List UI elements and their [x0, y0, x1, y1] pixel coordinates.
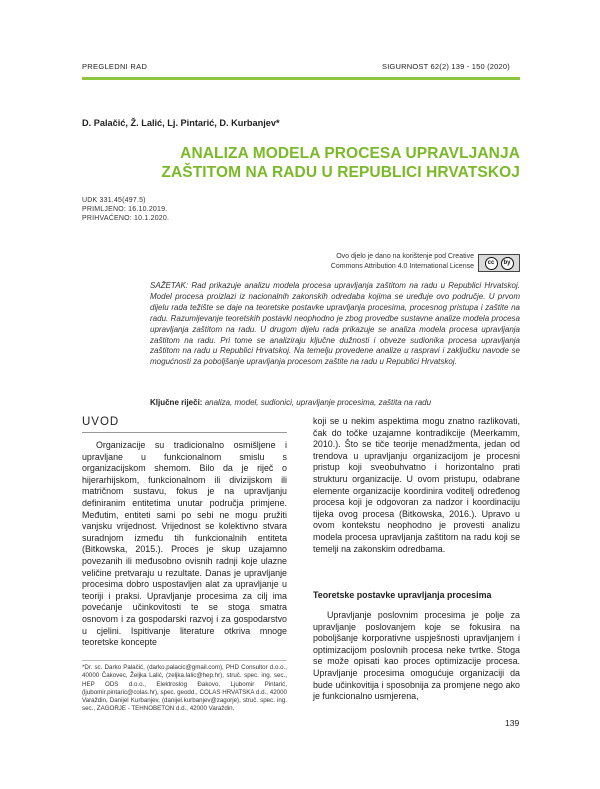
license-line-2: Commons Attribution 4.0 International License	[330, 262, 474, 270]
section-heading-uvod: UVOD	[82, 416, 120, 428]
abstract: SAŽETAK: Rad prikazuje analizu modela procesa upravljanja zaštitom na radu u Republici Hrvatskoj. Model procesa proizlazi iz nacionalnih zakonskih odredaba kojima se uređuje ovo područje. U prvom dijelu rada težište se daje na teoretske postavke upravljanja procesima, procesnog pristupa i zaštite na radu. Razumijevanje teoretskih postavki neophodno je zbog provedbe sustavne analize modela procesa upravljanja zaštitom na radu. U drugom dijelu rada prikazuje se analiza modela procesa upravljanja zaštitom na radu. Pri tome se analiziraju ključne dužnosti i obveze sudionika procesa upravljanja zaštitom na radu u Republici Hrvatskoj. Na temelju provedene analize u raspravi i zaključku navode se mogućnosti za poboljšanje upravljanja procesom zaštite na radu u Republici Hrvatskoj.	[150, 281, 520, 367]
license-line-1: Ovo djelo je dano na korištenje pod Creative	[336, 253, 474, 260]
keywords-label: Ključne riječi:	[150, 398, 203, 407]
accepted-date: PRIHVAĆENO: 10.1.2020.	[82, 215, 170, 222]
keywords-text: analiza, model, sudionici, upravljanje procesima, zaštita na radu	[204, 398, 432, 407]
subheading: Teoretske postavke upravljanja procesima	[313, 590, 492, 600]
intro-text	[82, 440, 287, 649]
heading-rule	[82, 432, 287, 433]
intro-paragraph: Organizacije su tradicionalno osmišljene i upravljane u funkcionalnom smislu s organizacijskom shemom. Bilo da je riječ o hijerarhijskom, funkcionalnom ili divizijskom ili matričnom sustavu, fokus je na upravljanju definiranim entitetima unutar područja primjene. Međutim, entiteti sami po sebi ne mogu pružiti vanjsku vrijednost. Vrijednost se kolektivno stvara suradnjom između tih funkcionalnih entiteta (Bitkowska, 2015.). Proces je skup uzajamno povezanih ili međusobno ovisnih radnji koje ulazne veličine pretvaraju u rezultate. Danas je upravljanje procesima dobro uspostavljen alat za upravljanje u teoriji i praksi. Upravljanje procesima za cilj ima povećanje učinkovitosti te se stoga smatra osnovom i za gospodarski razvoj i za gospodarstvo u cjelini. Ispitivanje literature otkriva mnoge teoretske koncepte	[82, 440, 287, 648]
person-icon: by	[501, 257, 514, 270]
page-title	[80, 144, 520, 182]
cc-icon: cc	[485, 257, 498, 270]
keywords	[150, 398, 520, 409]
right-paragraph-2: Upravljanje poslovnim procesima je polje za upravljanje poslovanjem koje se fokusira na poboljšanje korporativne uspješnosti upravljanjem i optimizacijom poslovnih procesa neke tvrtke. Stoga se može opisati kao proces optimizacije procesa. Upravljanje procesima omogućuje organizaciji da bude učinkovitija i sposobnija za promjene nego ako je funkcionalno usmjerena,	[313, 610, 520, 702]
title-line-1: ANALIZA MODELA PROCESA UPRAVLJANJA	[180, 145, 520, 162]
article-meta	[82, 196, 169, 223]
received-date: PRIMLJENO: 16.10.2019.	[82, 206, 168, 213]
section-label: PREGLEDNI RAD	[82, 62, 148, 71]
right-paragraph-1: koji se u nekim aspektima mogu znatno razlikovati, čak do točke uzajamne kontradikcije (Meerkamm, 2010.). Što se tiče teorije menadžmenta, jedan od trendova u upravljanju organizacijom je procesni pristup koji sveobuhvatno i horizontalno prati strukturu organizacije. U ovom pristupu, odabrane elemente organizacije koordinira voditelj određenog procesa koji je odgovoran za nadzor i koordinaciju tijeka ovog procesa (Bitkowska, 2016.). Upravo u ovom kontekstu neophodno je provesti analizu modela procesa upravljanja zaštitom na radu koji se temelji na zakonskim odredbama.	[313, 416, 520, 554]
right-col-text-2	[313, 610, 520, 703]
page-number: 139	[505, 718, 520, 728]
authors: D. Palačić, Ž. Lalić, Lj. Pintarić, D. Kurbanjev*	[82, 118, 280, 128]
cc-by-badge[interactable]	[478, 254, 520, 272]
journal-citation: SIGURNOST 62(2) 139 - 150 (2020)	[382, 62, 510, 71]
right-col-text	[313, 416, 520, 555]
footnote: *Dr. sc. Darko Palačić, (darko.palacic@gmail.com), PHD Consultor d.o.o., 40000 Čakovec, Željka Lalić, (zeljka.lalic@hep.hr), struč. spec. ing. sec., HEP ODS d.o.o., Elektroslog Đakovo, Ljubomir Pintarić, (ljubomir.pintaric@colas.hr), spec. geodd., COLAS HRVATSKA d.d., 42000 Varaždin, Danijel Kurbanjev, (danijel.kurbanjev@zagorje), struč. spec. ing. sec., ZAGORJE - TEHNOBETON d.d., 42000 Varaždin.	[82, 664, 287, 713]
footnote-rule	[82, 660, 287, 661]
udk-code: UDK 331.45(497.5)	[82, 197, 146, 204]
title-line-2: ZAŠTITOM NA RADU U REPUBLICI HRVATSKOJ	[161, 164, 520, 181]
license-notice	[214, 252, 474, 271]
header-rule	[82, 77, 520, 80]
